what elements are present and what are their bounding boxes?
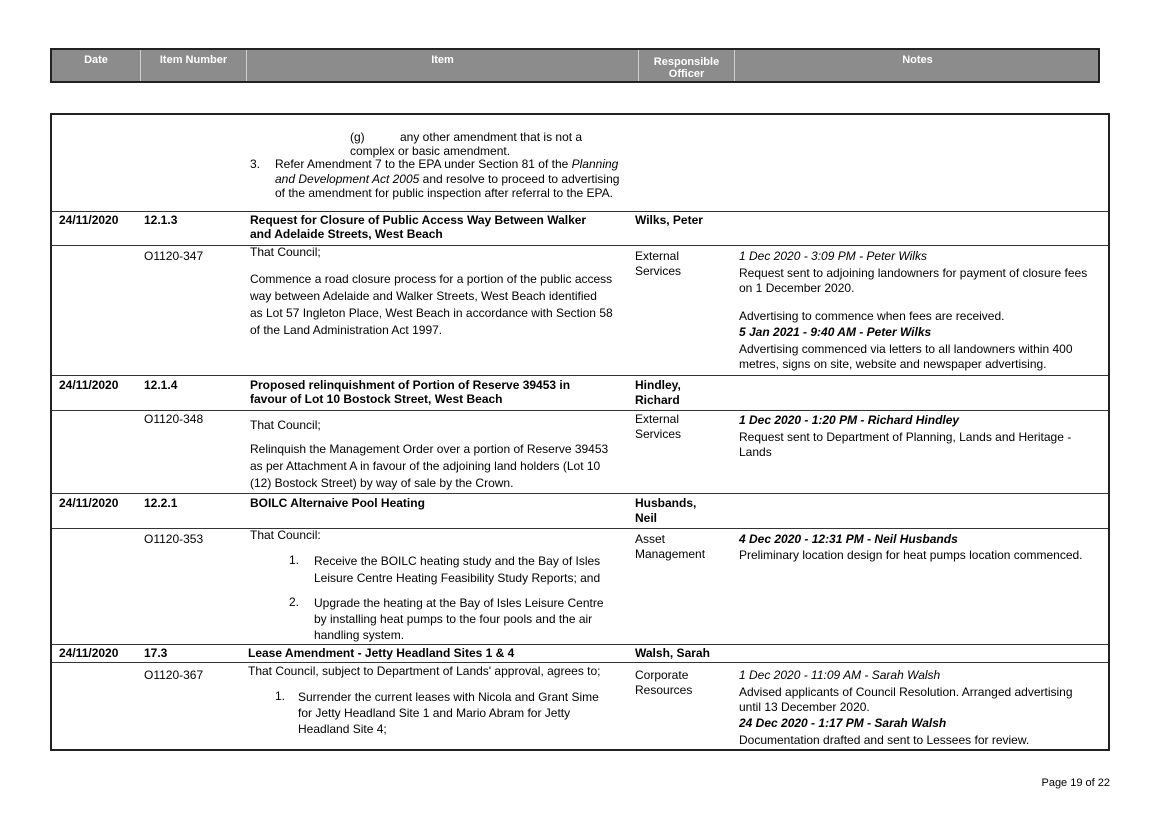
items-table xyxy=(50,113,1110,751)
sub-item-text: any other amendment that is not a xyxy=(400,130,583,144)
entry-officer: Husbands, Neil xyxy=(635,496,697,525)
note-heading: 1 Dec 2020 - 11:09 AM - Sarah Walsh xyxy=(739,668,941,682)
entry-officer: Wilks, Peter xyxy=(635,213,703,227)
list-number: 2. xyxy=(289,595,300,609)
list-item: Upgrade the heating at the Bay of Isles Leisure Centre by installing heat pumps to the four pools and the air handling system. xyxy=(314,596,604,642)
row-divider xyxy=(52,644,1108,645)
note-text: Advertising to commence when fees are received. xyxy=(739,309,1005,323)
entry-title: Lease Amendment - Jetty Headland Sites 1 & 4 xyxy=(248,646,515,660)
entry-number: 12.2.1 xyxy=(144,496,178,510)
page-number: Page 19 of 22 xyxy=(1041,777,1110,789)
header-item-number: Item Number xyxy=(140,50,246,81)
entry-department: External Services xyxy=(635,249,682,278)
entry-department: External Services xyxy=(635,412,682,441)
entry-title: BOILC Alternaive Pool Heating xyxy=(250,496,425,510)
entry-body: Relinquish the Management Order over a portion of Reserve 39453 as per Attachment A in favour of the adjoining land holders (Lot 10 (12) Bostock Street) by way of sale by the Crown. xyxy=(250,442,609,490)
note-heading: 1 Dec 2020 - 1:20 PM - Richard Hindley xyxy=(739,413,960,427)
note-text: Advertising commenced via letters to all landowners within 400 metres, signs on site, website and newspaper advertising. xyxy=(739,342,1073,371)
header-officer-line1: Responsible xyxy=(653,55,720,68)
entry-number: 12.1.3 xyxy=(144,213,178,227)
entry-department: Asset Management xyxy=(635,532,706,561)
list-number: 3. xyxy=(250,157,261,171)
entry-date: 24/11/2020 xyxy=(59,213,119,227)
entry-title-cont: favour of Lot 10 Bostock Street, West Beach xyxy=(250,392,503,406)
note-text: Request sent to adjoining landowners for payment of closure fees on 1 December 2020. xyxy=(739,266,1088,295)
entry-lead: That Council: xyxy=(250,528,321,542)
note-heading: 4 Dec 2020 - 12:31 PM - Neil Husbands xyxy=(739,532,958,546)
note-text: Advised applicants of Council Resolution. Arranged advertising until 13 December 2020. xyxy=(739,685,1073,714)
entry-officer: Walsh, Sarah xyxy=(635,646,710,660)
row-divider xyxy=(52,375,1108,376)
header-item: Item xyxy=(246,50,638,81)
list-item: Receive the BOILC heating study and the Bay of Isles Leisure Centre Heating Feasibility Study Reports; and xyxy=(314,554,601,585)
entry-officer: Hindley, Richard xyxy=(635,378,681,407)
entry-title-cont: and Adelaide Streets, West Beach xyxy=(250,227,443,241)
sub-item-marker: (g) xyxy=(350,130,365,144)
note-text: Documentation drafted and sent to Lessees for review. xyxy=(739,733,1030,747)
note-text: Request sent to Department of Planning, Lands and Heritage - Lands xyxy=(739,430,1072,459)
entry-ref: O1120-347 xyxy=(144,249,204,263)
header-officer-line2: Officer xyxy=(668,67,705,80)
entry-lead: That Council; xyxy=(250,418,321,432)
entry-lead: That Council; xyxy=(250,245,321,259)
table-header xyxy=(50,48,1100,83)
list-item: Surrender the current leases with Nicola and Grant Sime for Jetty Headland Site 1 and Mario Abram for Jetty Headland Site 4; xyxy=(298,690,599,736)
entry-number: 12.1.4 xyxy=(144,378,178,392)
entry-lead: That Council, subject to Department of Lands' approval, agrees to; xyxy=(248,664,601,678)
header-date: Date xyxy=(84,54,108,66)
sub-item-text-cont: complex or basic amendment. xyxy=(350,144,511,158)
list-number: 1. xyxy=(289,553,300,567)
continuation-line: and Development Act 2005 and resolve to proceed to advertising xyxy=(275,172,620,186)
note-heading: 24 Dec 2020 - 1:17 PM - Sarah Walsh xyxy=(739,716,947,730)
note-text: Preliminary location design for heat pumps location commenced. xyxy=(739,548,1083,562)
note-heading: 5 Jan 2021 - 9:40 AM - Peter Wilks xyxy=(739,325,932,339)
entry-ref: O1120-367 xyxy=(144,668,204,682)
row-divider xyxy=(52,211,1108,212)
row-divider xyxy=(52,245,1108,246)
row-divider xyxy=(52,662,1108,663)
row-divider xyxy=(52,493,1108,494)
entry-date: 24/11/2020 xyxy=(59,378,119,392)
entry-number: 17.3 xyxy=(144,646,168,660)
row-divider xyxy=(52,410,1108,411)
continuation-line: Refer Amendment 7 to the EPA under Section 81 of the Planning xyxy=(275,157,619,171)
continuation-line: of the amendment for public inspection after referral to the EPA. xyxy=(275,186,613,200)
header-notes: Notes xyxy=(734,50,1100,81)
header-officer xyxy=(638,50,734,81)
entry-date: 24/11/2020 xyxy=(59,646,119,660)
entry-department: Corporate Resources xyxy=(635,668,693,697)
note-heading: 1 Dec 2020 - 3:09 PM - Peter Wilks xyxy=(739,249,927,263)
entry-body: Commence a road closure process for a portion of the public access way between Adelaide and Walker Streets, West Beach identified as Lot 57 Ingleton Place, West Beach in accordance with Section 58 of the Land Administration Act 1997. xyxy=(250,272,613,337)
entry-date: 24/11/2020 xyxy=(59,496,119,510)
list-number: 1. xyxy=(275,689,286,703)
entry-title: Request for Closure of Public Access Way Between Walker xyxy=(250,213,587,227)
entry-ref: O1120-353 xyxy=(144,532,204,546)
entry-title: Proposed relinquishment of Portion of Reserve 39453 in xyxy=(250,378,571,392)
row-divider xyxy=(52,528,1108,529)
entry-ref: O1120-348 xyxy=(144,412,204,426)
